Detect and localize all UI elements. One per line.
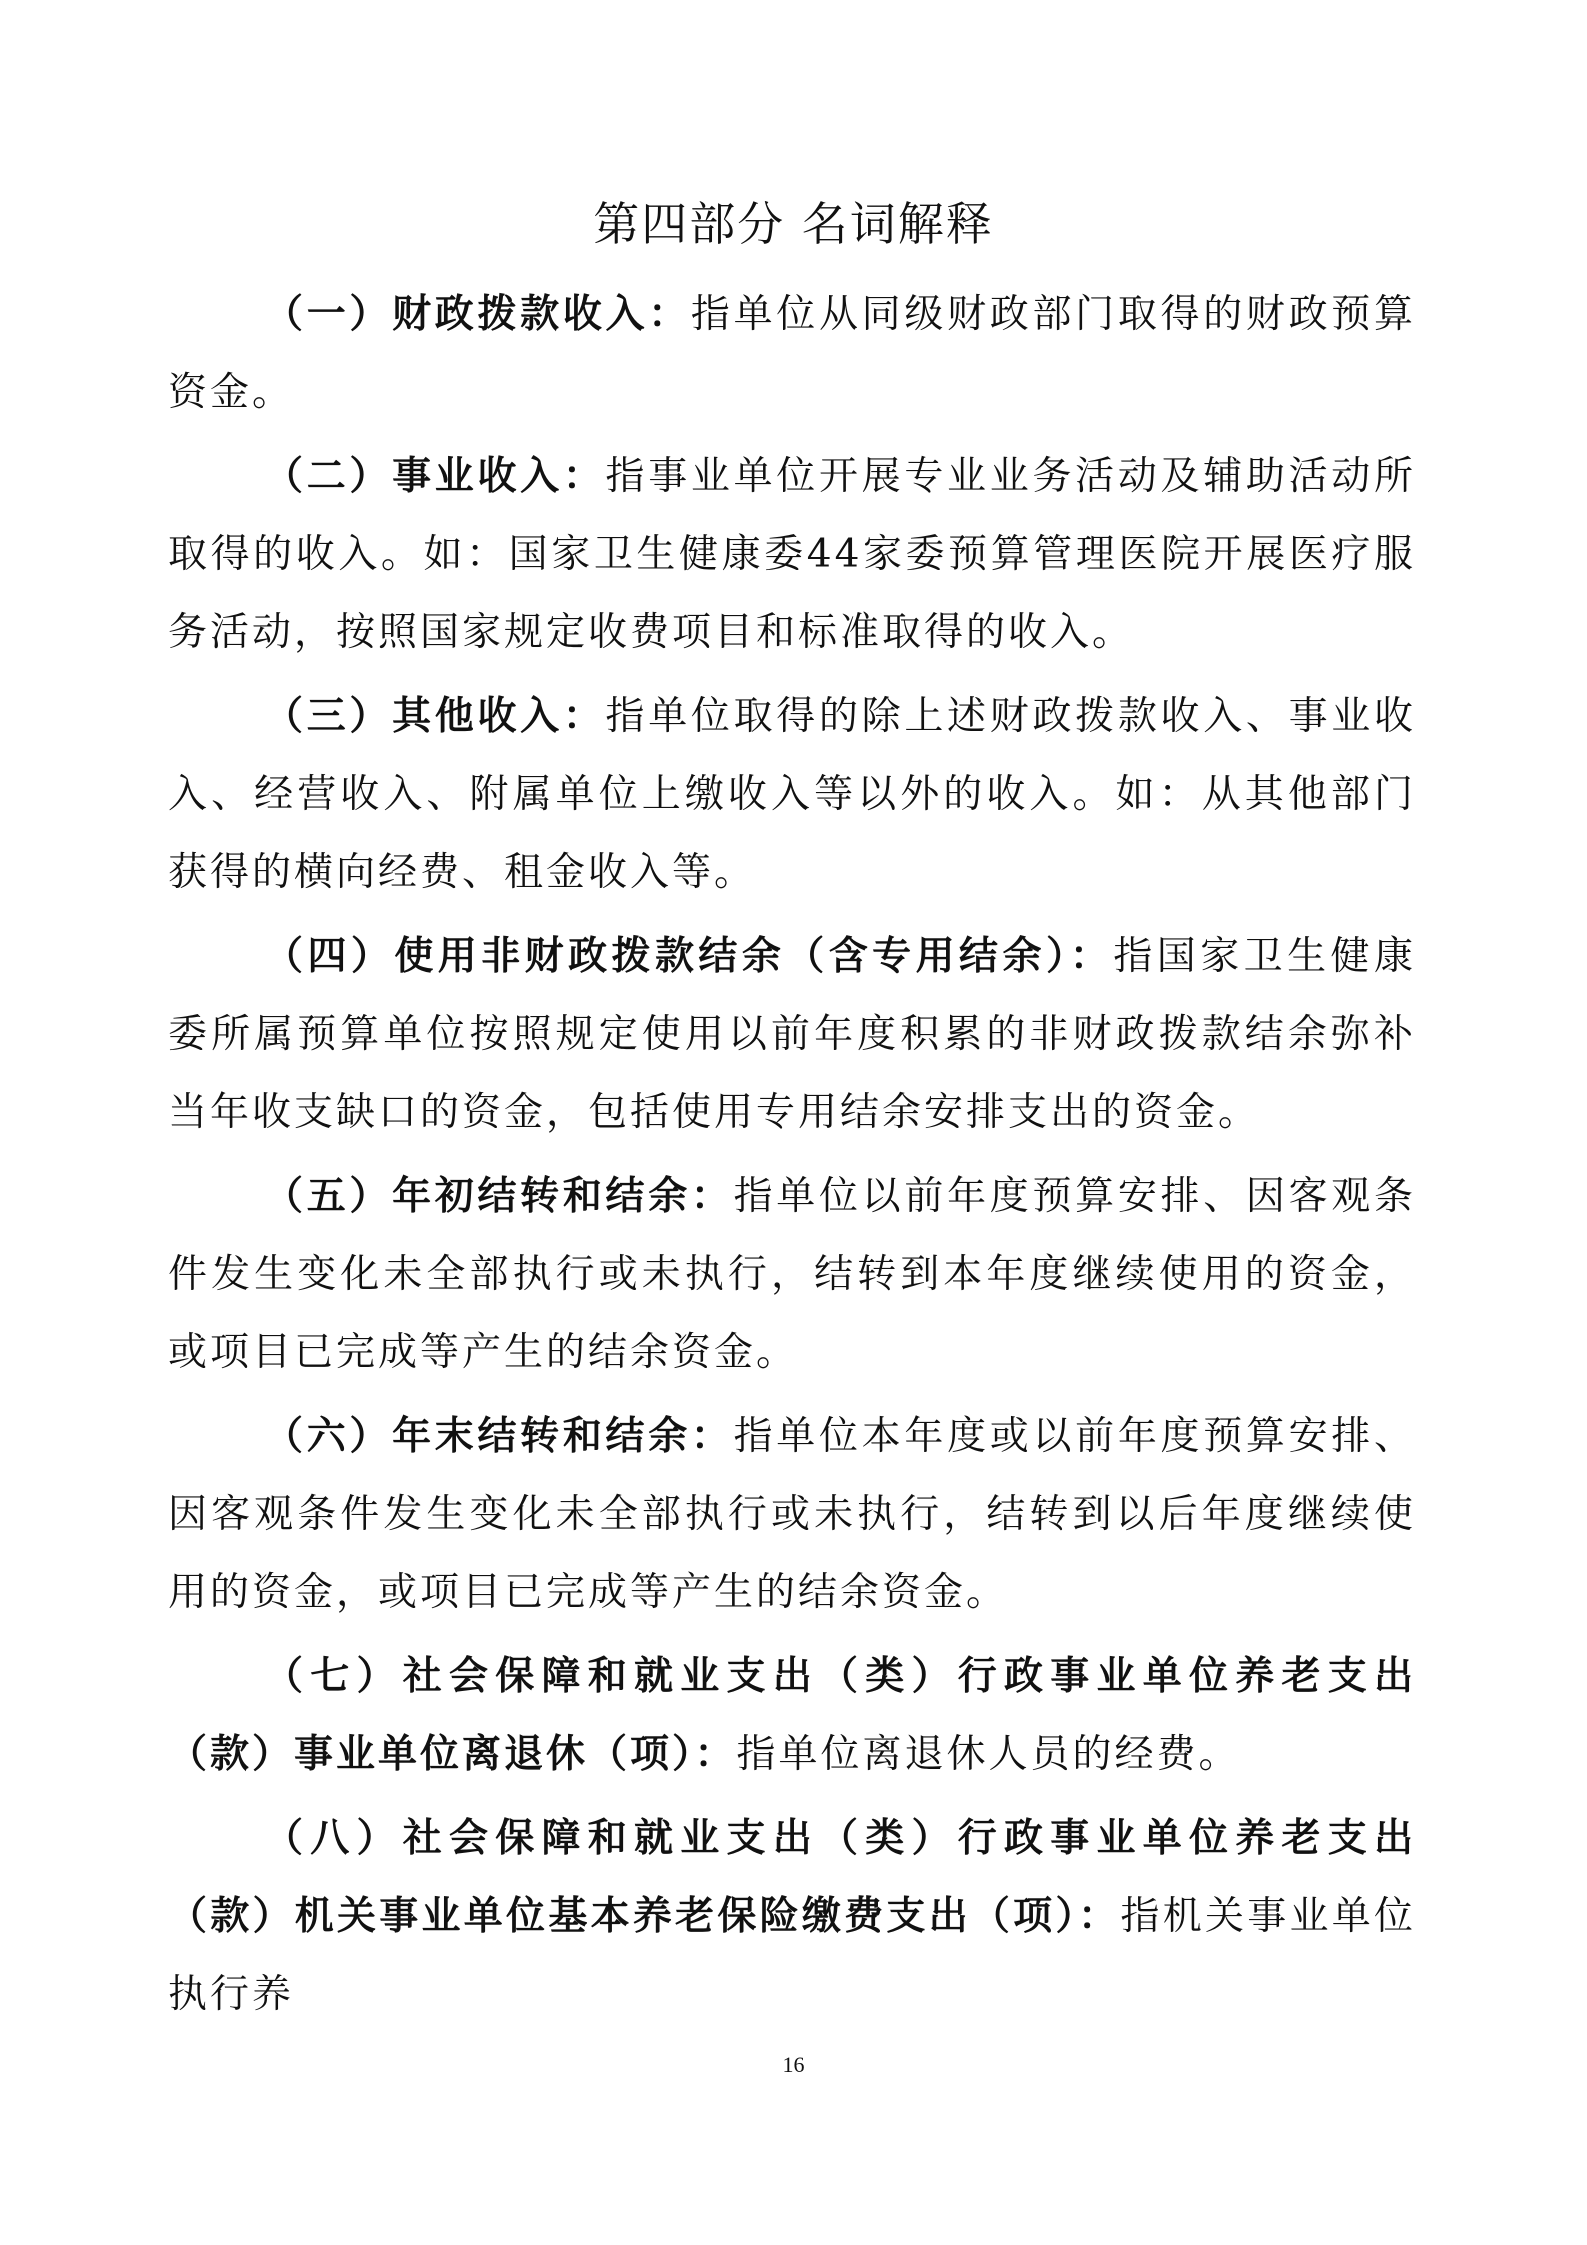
definition-text: 指国家卫生健康委所属预算单位按照规定使用以前年度积累的非财政拨款结余弥补当年收支缺口的资金，包括使用专用结余安排支出的资金。 (168, 934, 1416, 1135)
page-number: 16 (782, 2052, 805, 2077)
page-title: 第四部分 名词解释 (593, 197, 994, 251)
definition-paragraph-1 (168, 276, 1416, 432)
definition-paragraph-2 (168, 438, 1416, 672)
definition-paragraph-5 (168, 1158, 1416, 1392)
definition-term: （六）年末结转和结余： (264, 1414, 734, 1459)
definition-term: （七）社会保障和就业支出（类）行政事业单位养老支出（款）事业单位离退休（项）： (168, 1654, 1416, 1777)
definition-text: 指机关事业单位执行养 (168, 1894, 1416, 2017)
document-body (168, 276, 1416, 2034)
definition-term: （八）社会保障和就业支出（类）行政事业单位养老支出（款）机关事业单位基本养老保险缴费支出（项）： (168, 1816, 1416, 1939)
definition-paragraph-3 (168, 678, 1416, 912)
definition-term: （三）其他收入： (264, 694, 606, 739)
definition-paragraph-8 (168, 1800, 1416, 2034)
definition-text: 指单位取得的除上述财政拨款收入、事业收入、经营收入、附属单位上缴收入等以外的收入。如：从其他部门获得的横向经费、租金收入等。 (168, 694, 1416, 895)
definition-text: 指事业单位开展专业业务活动及辅助活动所取得的收入。如：国家卫生健康委44家委预算管理医院开展医疗服务活动，按照国家规定收费项目和标准取得的收入。 (168, 454, 1416, 655)
definition-paragraph-6 (168, 1398, 1416, 1632)
definition-term: （五）年初结转和结余： (264, 1174, 734, 1219)
definition-paragraph-7 (168, 1638, 1416, 1794)
definition-term: （二）事业收入： (264, 454, 606, 499)
definition-text: 指单位本年度或以前年度预算安排、因客观条件发生变化未全部执行或未执行，结转到以后年度继续使用的资金，或项目已完成等产生的结余资金。 (168, 1414, 1416, 1615)
definition-text: 指单位从同级财政部门取得的财政预算资金。 (168, 292, 1416, 415)
definition-text: 指单位离退休人员的经费。 (736, 1732, 1241, 1777)
definition-text: 指单位以前年度预算安排、因客观条件发生变化未全部执行或未执行，结转到本年度继续使用的资金，或项目已完成等产生的结余资金。 (168, 1174, 1416, 1375)
definition-paragraph-4 (168, 918, 1416, 1152)
definition-term: （四）使用非财政拨款结余（含专用结余）： (264, 934, 1114, 979)
definition-term: （一）财政拨款收入： (264, 292, 691, 337)
